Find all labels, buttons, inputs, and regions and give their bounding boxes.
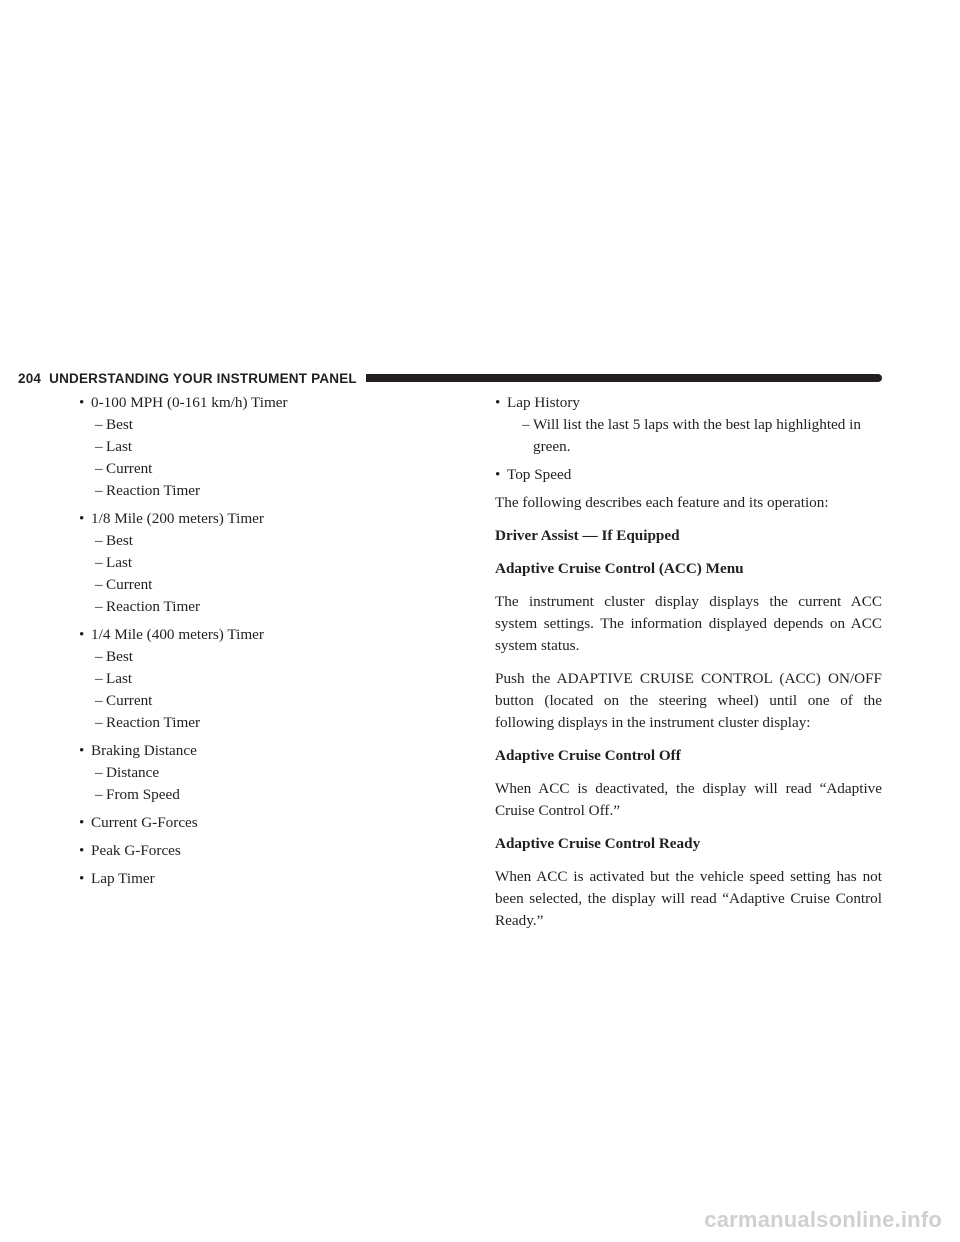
bullet-icon: • (495, 466, 501, 483)
bullet-icon: • (79, 870, 85, 887)
bullet-icon: • (79, 814, 85, 831)
list-item: • Braking Distance (79, 740, 459, 762)
sub-list-item: – From Speed (95, 786, 180, 803)
sub-list-item: – Best (95, 532, 134, 549)
list-item: • Current G-Forces (79, 812, 459, 834)
bullet-icon: • (79, 742, 85, 759)
sub-list-item: – Last (95, 670, 133, 687)
section-title: UNDERSTANDING YOUR INSTRUMENT PANEL (49, 370, 357, 386)
sub-list-item: – Best (95, 648, 134, 665)
acc-off-heading: Adaptive Cruise Control Off (495, 747, 681, 764)
acc-off-paragraph: When ACC is deactivated, the display will read “Adaptive Cruise Control Off.” (495, 780, 882, 819)
right-column (495, 392, 882, 932)
page-header (18, 370, 882, 386)
bullet-icon: • (79, 842, 85, 859)
acc-push-paragraph: Push the ADAPTIVE CRUISE CONTROL (ACC) ON/OFF button (located on the steering wheel) until one of the following displays in the instrument cluster display: (495, 670, 882, 731)
sub-list-item: – Reaction Timer (95, 482, 201, 499)
sub-list-item: – Distance (95, 764, 160, 781)
list-item: • 0-100 MPH (0-161 km/h) Timer (79, 392, 459, 414)
sub-list-item: – Current (95, 576, 153, 593)
sub-list-item: – Current (95, 460, 153, 477)
bullet-icon: • (79, 510, 85, 527)
sub-list-item: – Last (95, 438, 133, 455)
bullet-icon: • (79, 626, 85, 643)
watermark: carmanualsonline.info (704, 1207, 942, 1232)
intro-paragraph: The following describes each feature and its operation: (495, 494, 829, 511)
acc-menu-heading: Adaptive Cruise Control (ACC) Menu (495, 560, 744, 577)
list-item: • 1/8 Mile (200 meters) Timer (79, 508, 459, 530)
acc-menu-paragraph: The instrument cluster display displays the current ACC system settings. The information displayed depends on ACC system status. (495, 593, 882, 654)
sub-list-item: – Reaction Timer (95, 714, 201, 731)
bullet-icon: • (495, 394, 501, 411)
sub-list-item: – Best (95, 416, 134, 433)
list-item: • 1/4 Mile (400 meters) Timer (79, 624, 459, 646)
acc-ready-paragraph: When ACC is activated but the vehicle speed setting has not been selected, the display will read “Adaptive Cruise Control Ready.” (495, 868, 882, 929)
sub-list-item: – Will list the last 5 laps with the best lap highlighted in green. (522, 416, 861, 455)
header-rule (366, 374, 882, 382)
list-item: • Lap Timer (79, 868, 459, 890)
acc-ready-heading: Adaptive Cruise Control Ready (495, 835, 701, 852)
left-column (79, 392, 459, 890)
list-item: • Top Speed (495, 464, 882, 486)
driver-assist-heading: Driver Assist — If Equipped (495, 527, 680, 544)
list-item: • Lap History (495, 392, 882, 414)
sub-list-item: – Last (95, 554, 133, 571)
list-item: • Peak G-Forces (79, 840, 459, 862)
sub-list-item: – Current (95, 692, 153, 709)
sub-list-item: – Reaction Timer (95, 598, 201, 615)
bullet-icon: • (79, 394, 85, 411)
page-number: 204 (18, 370, 42, 386)
